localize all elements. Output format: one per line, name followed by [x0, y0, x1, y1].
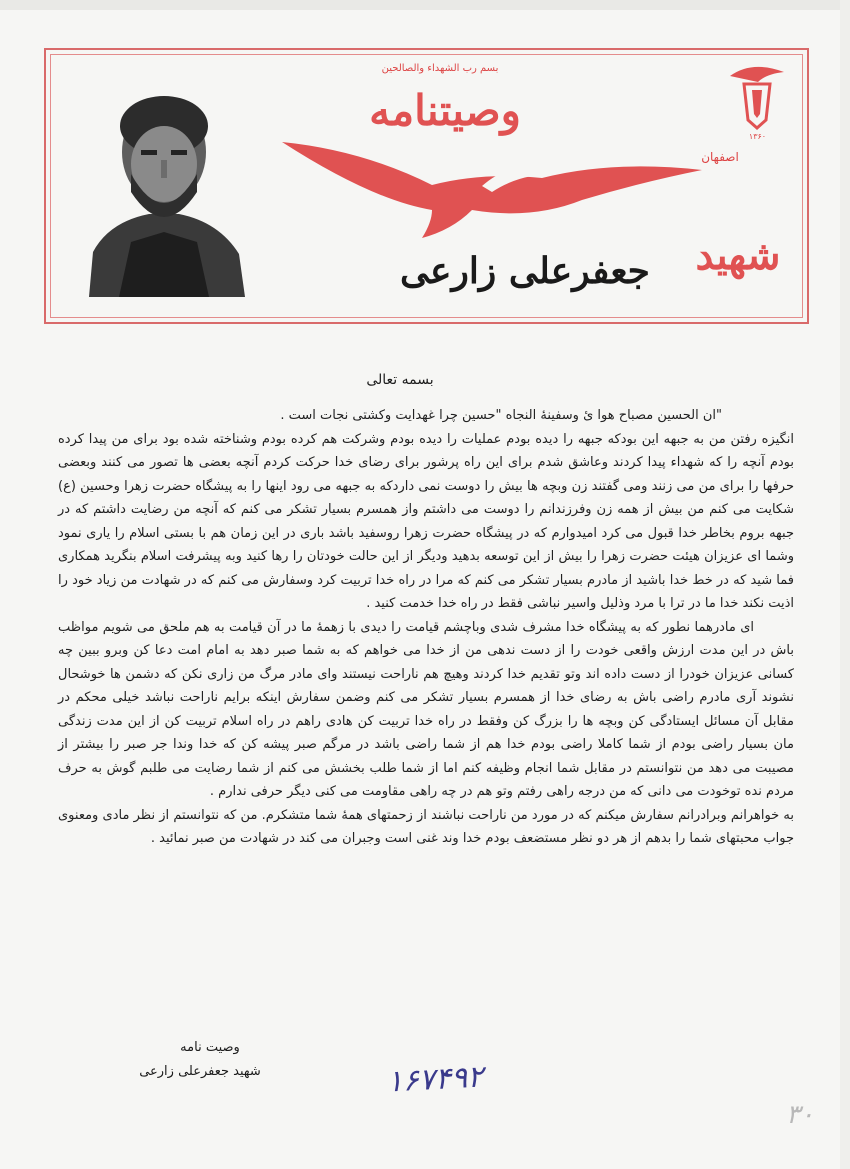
paragraph: ای مادرهما نطور که به پیشگاه خدا مشرف شدی وباچشم قیامت را دیدی با زهمهٔ ما در آن قیامت به هم ملحق می شویم مواظب باش در این مدت ارزش واقعی خودت را از دست ندهی من از خدا می خواهم که به شما صبر دهد به امام امت دعا کن وبرو ببین چه کسانی عزیزان خودرا از دست داده اند وتو تقدیم خدا کردند وهیچ هم ناراحت نیستند وای مادر مرگ من زاری نکن که دشمن ها خوشحال نشوند آری مادرم راضی باش به رضای خدا از همسرم بسیار تشکر می کنم وضمن سفارش اینکه برایم ناراحت نباشد خیلی محکم در مقابل آن مسائل ایستادگی کن وبچه ها را بزرگ کن وفقط در راه خدا تربیت کن هادی راهم در راه اسلام تربیت کن از این مدت زندگی مان بسیار راضی بودم از شما کاملا راضی بودم خدا هم از شما راضی باشد در مرگم صبر پیشه کن که خدا وندا جر صبر را بیشتر از مصیبت می دهد من نتوانستم در مقابل شما انجام وظیفه کنم اما از شما طلب بخشش می کنم از شما رضایت می طلبم گوش به حرف مردم نده توخودت می دانی که من درجه راهی رفتم وتو هم در چه راهی مقاومت می کنی دیگر حرفی ندارم . — [58, 619, 794, 799]
paper-edge — [840, 0, 850, 1169]
bismillah-text: بسم رب الشهداء والصالحين — [381, 63, 499, 74]
paper-edge — [0, 0, 850, 10]
bird-emblem-icon — [282, 130, 702, 240]
page-number: ۳۰ — [786, 1100, 814, 1130]
martyr-name: جعفرعلی زارعی — [400, 250, 650, 292]
paragraph: "ان الحسین مصباح هوا ئ وسفینهٔ النجاه "حسین چرا غهدایت وکشتی نجات است . — [280, 408, 722, 423]
handwritten-archive-number: ۱۶۷۴۹۲ — [385, 1059, 485, 1100]
paragraph: به خواهرانم وبرادرانم سفارش میکنم که در مورد من ناراحت نباشند از زحمتهای همهٔ شما متشکرم. من که نتوانستم از نظر مادی ومعنوی جواب محبتهای شما را بدهم از هر دو نظر مستضعف بودم خدا وند غنی است وجبران می کند در شهادت من صبر نمائید . — [58, 807, 794, 846]
testament-body — [58, 404, 794, 851]
paragraph: انگیزه رفتن من به جبهه این بودکه جبهه را دیده بودم عملیات را دیده بودم وشرکت هم کرده بودم وشناخته شده بود برای من پیدا کرده بودم آنچه را که شهداء پیدا کردند وعاشق شدم برای این راه پرشور برای رضای خدا حرکت کردم آنچه بعضی ها تصور می کنند وبعضی حرفها را برای من می زنند ومی گفتند زن وبچه ها بیش را دوست نمی داردکه به جبهه می رود اینها را به پیشگاه حضرت زهرا وحسین (ع) شکایت می کنم من بیش از همه زن وفرزندانم را دوست می داشتم واز همسرم بسیار تشکر می کنم که آنچه من رضایت داشتم که در جبهه بروم بخاطر خدا قبول می کرد امیدوارم که در پیشگاه حضرت زهرا روسفید باشد باری در این زمان هم با بستی اسلام را یاری نمود وشما ای عزیزان هیئت حضرت زهرا را بیش از این توسعه بدهید ودیگر از این حالت خودتان را رها کنید وبه پیشرفت اسلام بنگرید همکاری فما شید که در خط خدا باشید از مادرم بسیار تشکر می کنم که مرا در راه خدا تربیت کرد وسفارش می کنم که در شهادت من زیاد خود را اذیت نکند خدا ما در ترا با مرد وذلیل واسیر نباشی فقط در راه خدا خدمت کنید . — [58, 431, 794, 611]
logo-caption: ۱۳۶۰ — [748, 132, 767, 141]
document-title: وصیتنامه — [369, 86, 521, 135]
signature-name: شهید جعفرعلی زارعی — [139, 1064, 261, 1079]
signature-title: وصیت نامه — [180, 1040, 240, 1055]
martyr-portrait — [79, 82, 249, 297]
foundation-logo-icon — [722, 58, 792, 130]
opening-invocation: بسمه تعالی — [366, 372, 434, 388]
martyr-label: شهید — [695, 232, 781, 279]
city-label: اصفهان — [701, 150, 739, 164]
